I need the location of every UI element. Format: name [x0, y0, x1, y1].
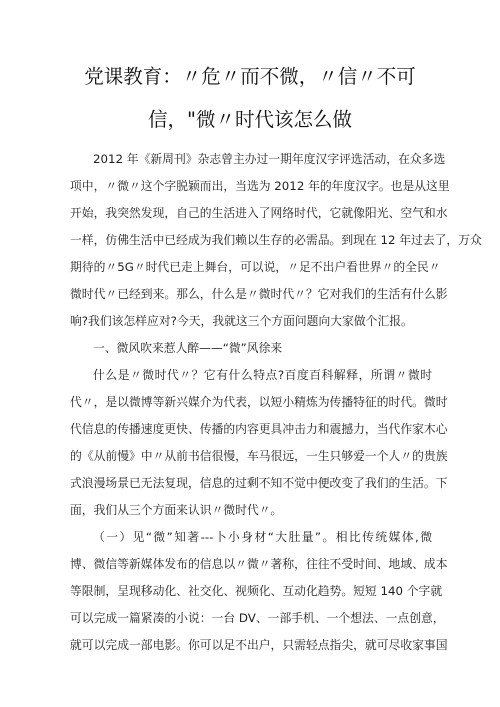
- intro-line: 期待的〃5G〃时代已走上舞台，可以说，〃足不出户看世界〃的全民〃: [70, 260, 441, 274]
- document-title-line-1: 党课教育：〃危〃而不微，〃信〃不可: [84, 65, 416, 88]
- section1-line: 式浪漫场景已无法复现，信息的过剩不知不觉中便改变了我们的生活。下: [70, 476, 448, 490]
- intro-line: 微时代〃已经到来。那么，什么是〃微时代〃？它对我们的生活有什么影: [70, 287, 448, 301]
- section1-line: 面，我们从三个方面来认识〃微时代〃。: [70, 503, 283, 517]
- intro-line: 2012 年《新周刊》杂志曾主办过一期年度汉字评选活动，在众多选: [93, 152, 446, 166]
- section2-line: （一）见“微”知著---卜小身材“大肚量”。相比传统媒体,微: [93, 530, 432, 544]
- intro-line: 项中，〃微〃这个字脱颖而出，当选为 2012 年的年度汉字。也是从这里: [70, 179, 450, 193]
- intro-line: 一样，仿佛生活中已经成为我们赖以生存的必需品。到现在 12 年过去了，万众: [70, 233, 482, 247]
- section1-line: 什么是〃微时代〃？它有什么特点?百度百科解释，所谓〃微时: [93, 368, 432, 382]
- section1-line: 代〃，是以微博等新兴媒介为代表，以短小精炼为传播特征的时代。微时: [70, 395, 448, 409]
- intro-line: 响?我们该怎样应对?今天，我就这三个方面问题向大家做个汇报。: [70, 314, 413, 328]
- section-heading: 一、微风吹来惹人醉——“微”风徐来: [93, 341, 283, 355]
- section2-line: 可以完成一篇紧凑的小说：一台 DV、一部手机、一个想法、一点创意，: [70, 611, 445, 625]
- section2-line: 博、微信等新媒体发布的信息以〃微〃著称，往往不受时间、地域、成本: [70, 557, 448, 571]
- section2-line: 就可以完成一部电影。你可以足不出户，只需轻点指尖，就可尽收家事国: [70, 638, 448, 652]
- document-title-line-2: 信，"微〃时代该怎么做: [148, 108, 352, 131]
- section1-line: 的《从前慢》中〃从前书信很慢，车马很远，一生只够爱一个人〃的贵族: [70, 449, 448, 463]
- intro-line: 开始，我突然发现，自己的生活进入了网络时代，它就像阳光、空气和水: [70, 206, 448, 220]
- section2-line: 等限制，呈现移动化、社交化、视频化、互动化趋势。短短 140 个字就: [70, 584, 443, 598]
- section1-line: 代信息的传播速度更快、传播的内容更具冲击力和震撼力，当代作家木心: [70, 422, 448, 436]
